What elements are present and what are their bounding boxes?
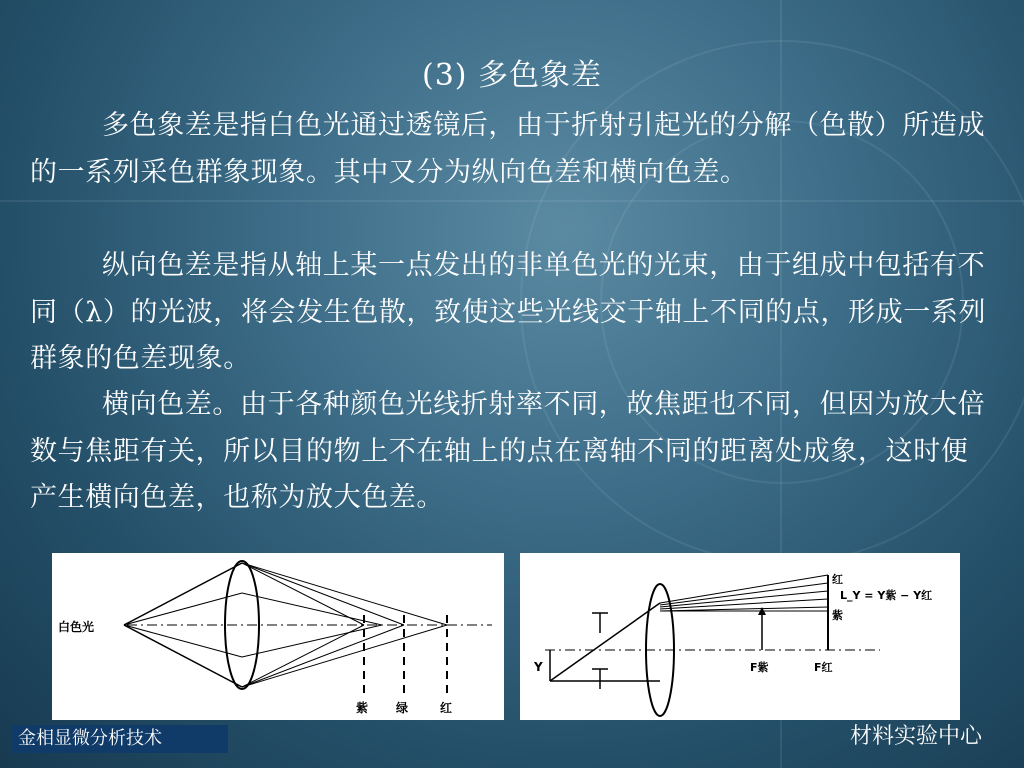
white-light-label: 白色光 [58,620,95,634]
green-label: 绿 [396,701,409,715]
paragraph-overview: 多色象差是指白色光通过透镜后，由于折射引起光的分解（色散）所造成的一系列采色群象现象。其中又分为纵向色差和横向色差。 [30,110,986,188]
mid-purple-label: 紫 [832,609,843,622]
lateral-aberration-diagram [520,553,960,720]
footer-course-name: 金相显微分析技术 [12,725,228,753]
focus-red-label: F红 [814,661,833,674]
red-label: 红 [440,701,453,715]
focus-purple-label: F紫 [750,661,769,674]
slide-title: (3) 多色象差 [421,58,603,93]
purple-label: 紫 [356,701,369,715]
paragraph-lateral: 横向色差。由于各种颜色光线折射率不同，故焦距也不同，但因为放大倍数与焦距有关，所以目的物上不在轴上的点在离轴不同的距离处成象，这时便产生横向色差，也称为放大色差。 [30,389,986,513]
object-label: Y [534,660,543,674]
footer-department: 材料实验中心 [849,724,982,749]
paragraph-longitudinal: 纵向色差是指从轴上某一点发出的非单色光的光束，由于组成中包括有不同（λ）的光波，将会发生色散，致使这些光线交于轴上不同的点，形成一系列群象的色差现象。 [30,250,987,374]
formula-label: L_Y = Y紫 − Y红 [840,589,933,602]
longitudinal-aberration-diagram [52,553,504,720]
top-red-label: 红 [832,573,843,586]
background-line [0,200,1024,202]
